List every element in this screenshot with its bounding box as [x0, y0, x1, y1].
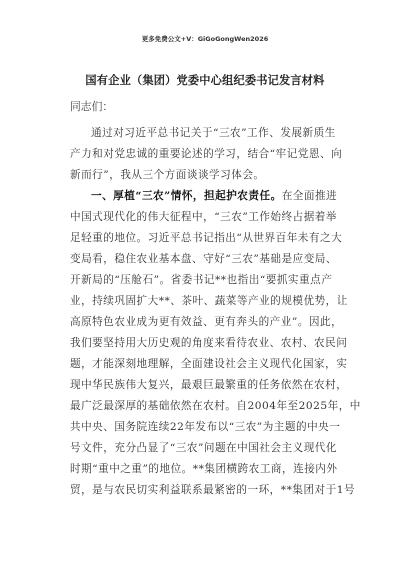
greeting: 同志们：: [70, 100, 114, 113]
document-title: 国有企业（集团）党委中心组纪委书记发言材料: [85, 73, 325, 87]
text-line: 业，持续巩固扩大**、茶叶、蔬菜等产业的规模优势，让: [70, 295, 348, 307]
text-line: 高原特色农业成为更有效益、更有奔头的产业”。因此，: [70, 316, 343, 328]
text-line: 足轻重的地位。习近平总书记指出“从世界百年未有之大: [70, 232, 343, 244]
text-line: 一、厚植“三农”情怀，担起护农责任。在全面推进: [91, 190, 338, 202]
text-line: 号文件，充分凸显了“三农”问题在中国社会主义现代化: [70, 442, 337, 454]
text-line: 通过对习近平总书记关于“三农”工作、发展新质生: [91, 127, 336, 139]
text-line: 最广泛最深厚的基础依然在农村。自2004年至2025年，中: [70, 400, 361, 412]
text-line: 开新局的“压舱石”。省委书记**也指出“要抓实重点产: [70, 274, 333, 286]
text-line: 共中央、国务院连续22年发布以“三农”为主题的中央一: [70, 421, 341, 433]
text-line: 时期“重中之重”的地位。**集团横跨农工商，连接内外: [70, 463, 338, 475]
text-line: 产力和对党忠诚的重要论述的学习，结合“牢记党恩、向: [70, 148, 343, 160]
header-note: 更多免费公文+V：GiGoGongWen2026: [141, 35, 269, 43]
text-line: 现中华民族伟大复兴，最艰巨最繁重的任务依然在农村，: [70, 379, 348, 391]
text-line: 贸，是与农民切实利益联系最紧密的一环，**集团对于1号: [70, 484, 356, 496]
section-1-paragraph: [70, 186, 361, 501]
text-line: 题，才能深刻地理解，全面建设社会主义现代化国家，实: [70, 358, 348, 370]
text-line: 我们要坚持用大历史观的角度来看待农业、农村、农民问: [70, 337, 348, 349]
text-line: 中国式现代化的伟大征程中，“三农”工作始终占据着举: [70, 211, 337, 223]
text-line: 新而行”，我从三个方面谈谈学习体会。: [70, 169, 265, 181]
section-1-heading: 一、厚植“三农”情怀，担起护农责任。: [91, 190, 282, 202]
text-line: 变局看，稳住农业基本盘、守好“三农”基础是应变局、: [70, 253, 337, 265]
intro-paragraph: [70, 123, 346, 186]
